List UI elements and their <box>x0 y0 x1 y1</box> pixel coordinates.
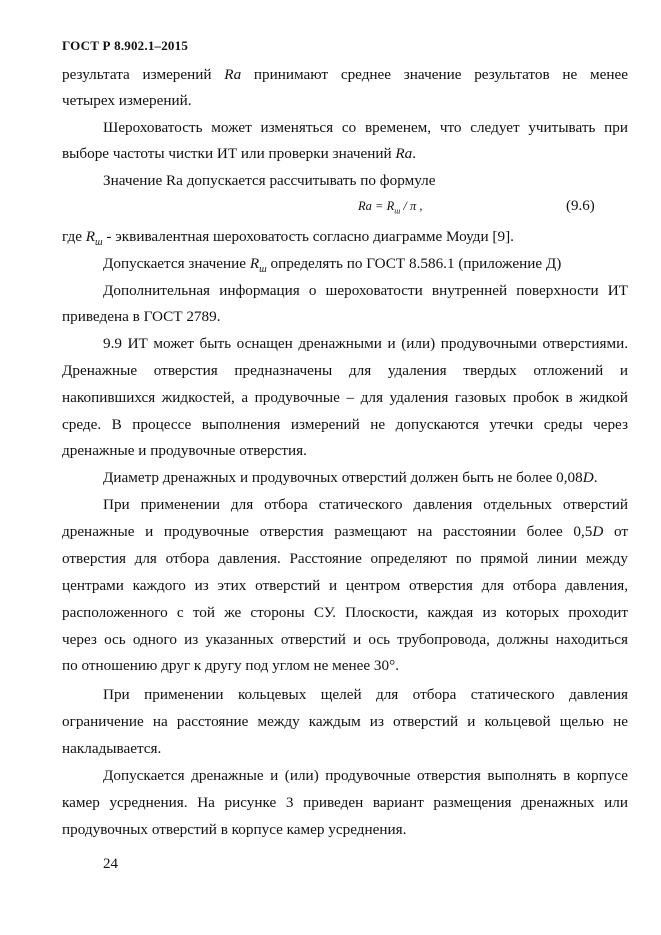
document-header: ГОСТ Р 8.902.1–2015 <box>62 38 189 53</box>
text-span: результата измерений <box>62 66 225 83</box>
paragraph-line: Дренажные отверстия предназначены для удаления твердых отложений и <box>62 362 628 379</box>
paragraph-line: При применении для отбора статического давления отдельных отверстий <box>103 496 628 513</box>
text-span: принимают среднее значение результатов не менее <box>241 66 628 83</box>
paragraph-line <box>103 469 598 487</box>
text-span: Диаметр дренажных и продувочных отверстий должен быть не более 0,08 <box>103 469 583 486</box>
paragraph-line: среде. В процессе выполнения измерений не допускаются утечки среды через <box>62 416 628 433</box>
paragraph-line: отверстия для отбора давления. Расстояние определяют по прямой линии между <box>62 550 628 567</box>
text-span: где <box>62 228 86 245</box>
paragraph-line: накладывается. <box>62 740 162 757</box>
symbol-sub: ш <box>95 237 103 249</box>
equation-number: (9.6) <box>566 198 595 214</box>
text-span: дренажные и продувочные отверстия размещают на расстоянии более 0,5 <box>62 523 593 540</box>
symbol-r: R <box>85 228 96 245</box>
paragraph-line: дренажные и продувочные отверстия. <box>62 442 307 459</box>
symbol-d: D <box>582 469 594 486</box>
text-span: . <box>593 469 598 486</box>
paragraph-line: через ось одного из указанных отверстий и ось трубопровода, должны находиться <box>62 631 628 648</box>
formula-lhs: Ra <box>358 199 372 213</box>
symbol-sub: ш <box>259 264 267 276</box>
paragraph-line: Шероховатость может изменяться со временем, что следует учитывать при <box>103 119 628 136</box>
symbol-ra: Ra <box>395 145 413 162</box>
paragraph-line: приведена в ГОСТ 2789. <box>62 308 221 325</box>
paragraph-line: камер усреднения. На рисунке 3 приведен вариант размещения дренажных или <box>62 794 628 811</box>
formula-eq: = R <box>371 199 395 213</box>
paragraph-line: продувочных отверстий в корпусе камер усреднения. <box>62 821 407 838</box>
formula-sub: ш <box>394 206 401 216</box>
formula-rhs: / π , <box>400 199 423 213</box>
text-span: Допускается значение <box>103 255 250 272</box>
symbol-r: R <box>249 255 260 272</box>
symbol-ra: Ra <box>224 66 242 83</box>
paragraph-line: Значение Ra допускается рассчитывать по формуле <box>103 172 436 189</box>
page-number: 24 <box>103 856 118 872</box>
text-span: выборе частоты чистки ИТ или проверки значений <box>62 145 396 162</box>
paragraph-line: Допускается дренажные и (или) продувочные отверстия выполнять в корпусе <box>103 767 628 784</box>
paragraph-line: расположенного с той же стороны СУ. Плоскости, каждая из которых проходит <box>62 604 628 621</box>
paragraph-line: 9.9 ИТ может быть оснащен дренажными и (или) продувочными отверстиями. <box>103 335 628 352</box>
paragraph-line <box>62 228 514 252</box>
paragraph-line: Дополнительная информация о шероховатости внутренней поверхности ИТ <box>103 282 628 299</box>
paragraph-line <box>62 145 416 163</box>
text-span: - эквивалентная шероховатость согласно диаграмме Моуди [9]. <box>102 228 514 245</box>
paragraph-line: При применении кольцевых щелей для отбора статического давления <box>103 686 628 703</box>
paragraph-line <box>62 523 628 541</box>
paragraph-line: центрами каждого из этих отверстий и центром отверстия для отбора давления, <box>62 577 628 594</box>
text-span: . <box>412 145 417 162</box>
paragraph-line: четырех измерений. <box>62 92 192 109</box>
text-span: определять по ГОСТ 8.586.1 (приложение Д) <box>266 255 562 272</box>
paragraph-line: ограничение на расстояние между каждым из отверстий и кольцевой щелью не <box>62 713 628 730</box>
text-span: от <box>603 523 629 540</box>
paragraph-line: накопившихся жидкостей, а продувочные – для удаления газовых пробок в жидкой <box>62 389 628 406</box>
symbol-d: D <box>592 523 604 540</box>
paragraph-line: по отношению друг к другу под углом не менее 30°. <box>62 657 399 674</box>
paragraph-line <box>103 255 561 279</box>
formula <box>358 199 423 216</box>
paragraph-line <box>62 66 628 84</box>
